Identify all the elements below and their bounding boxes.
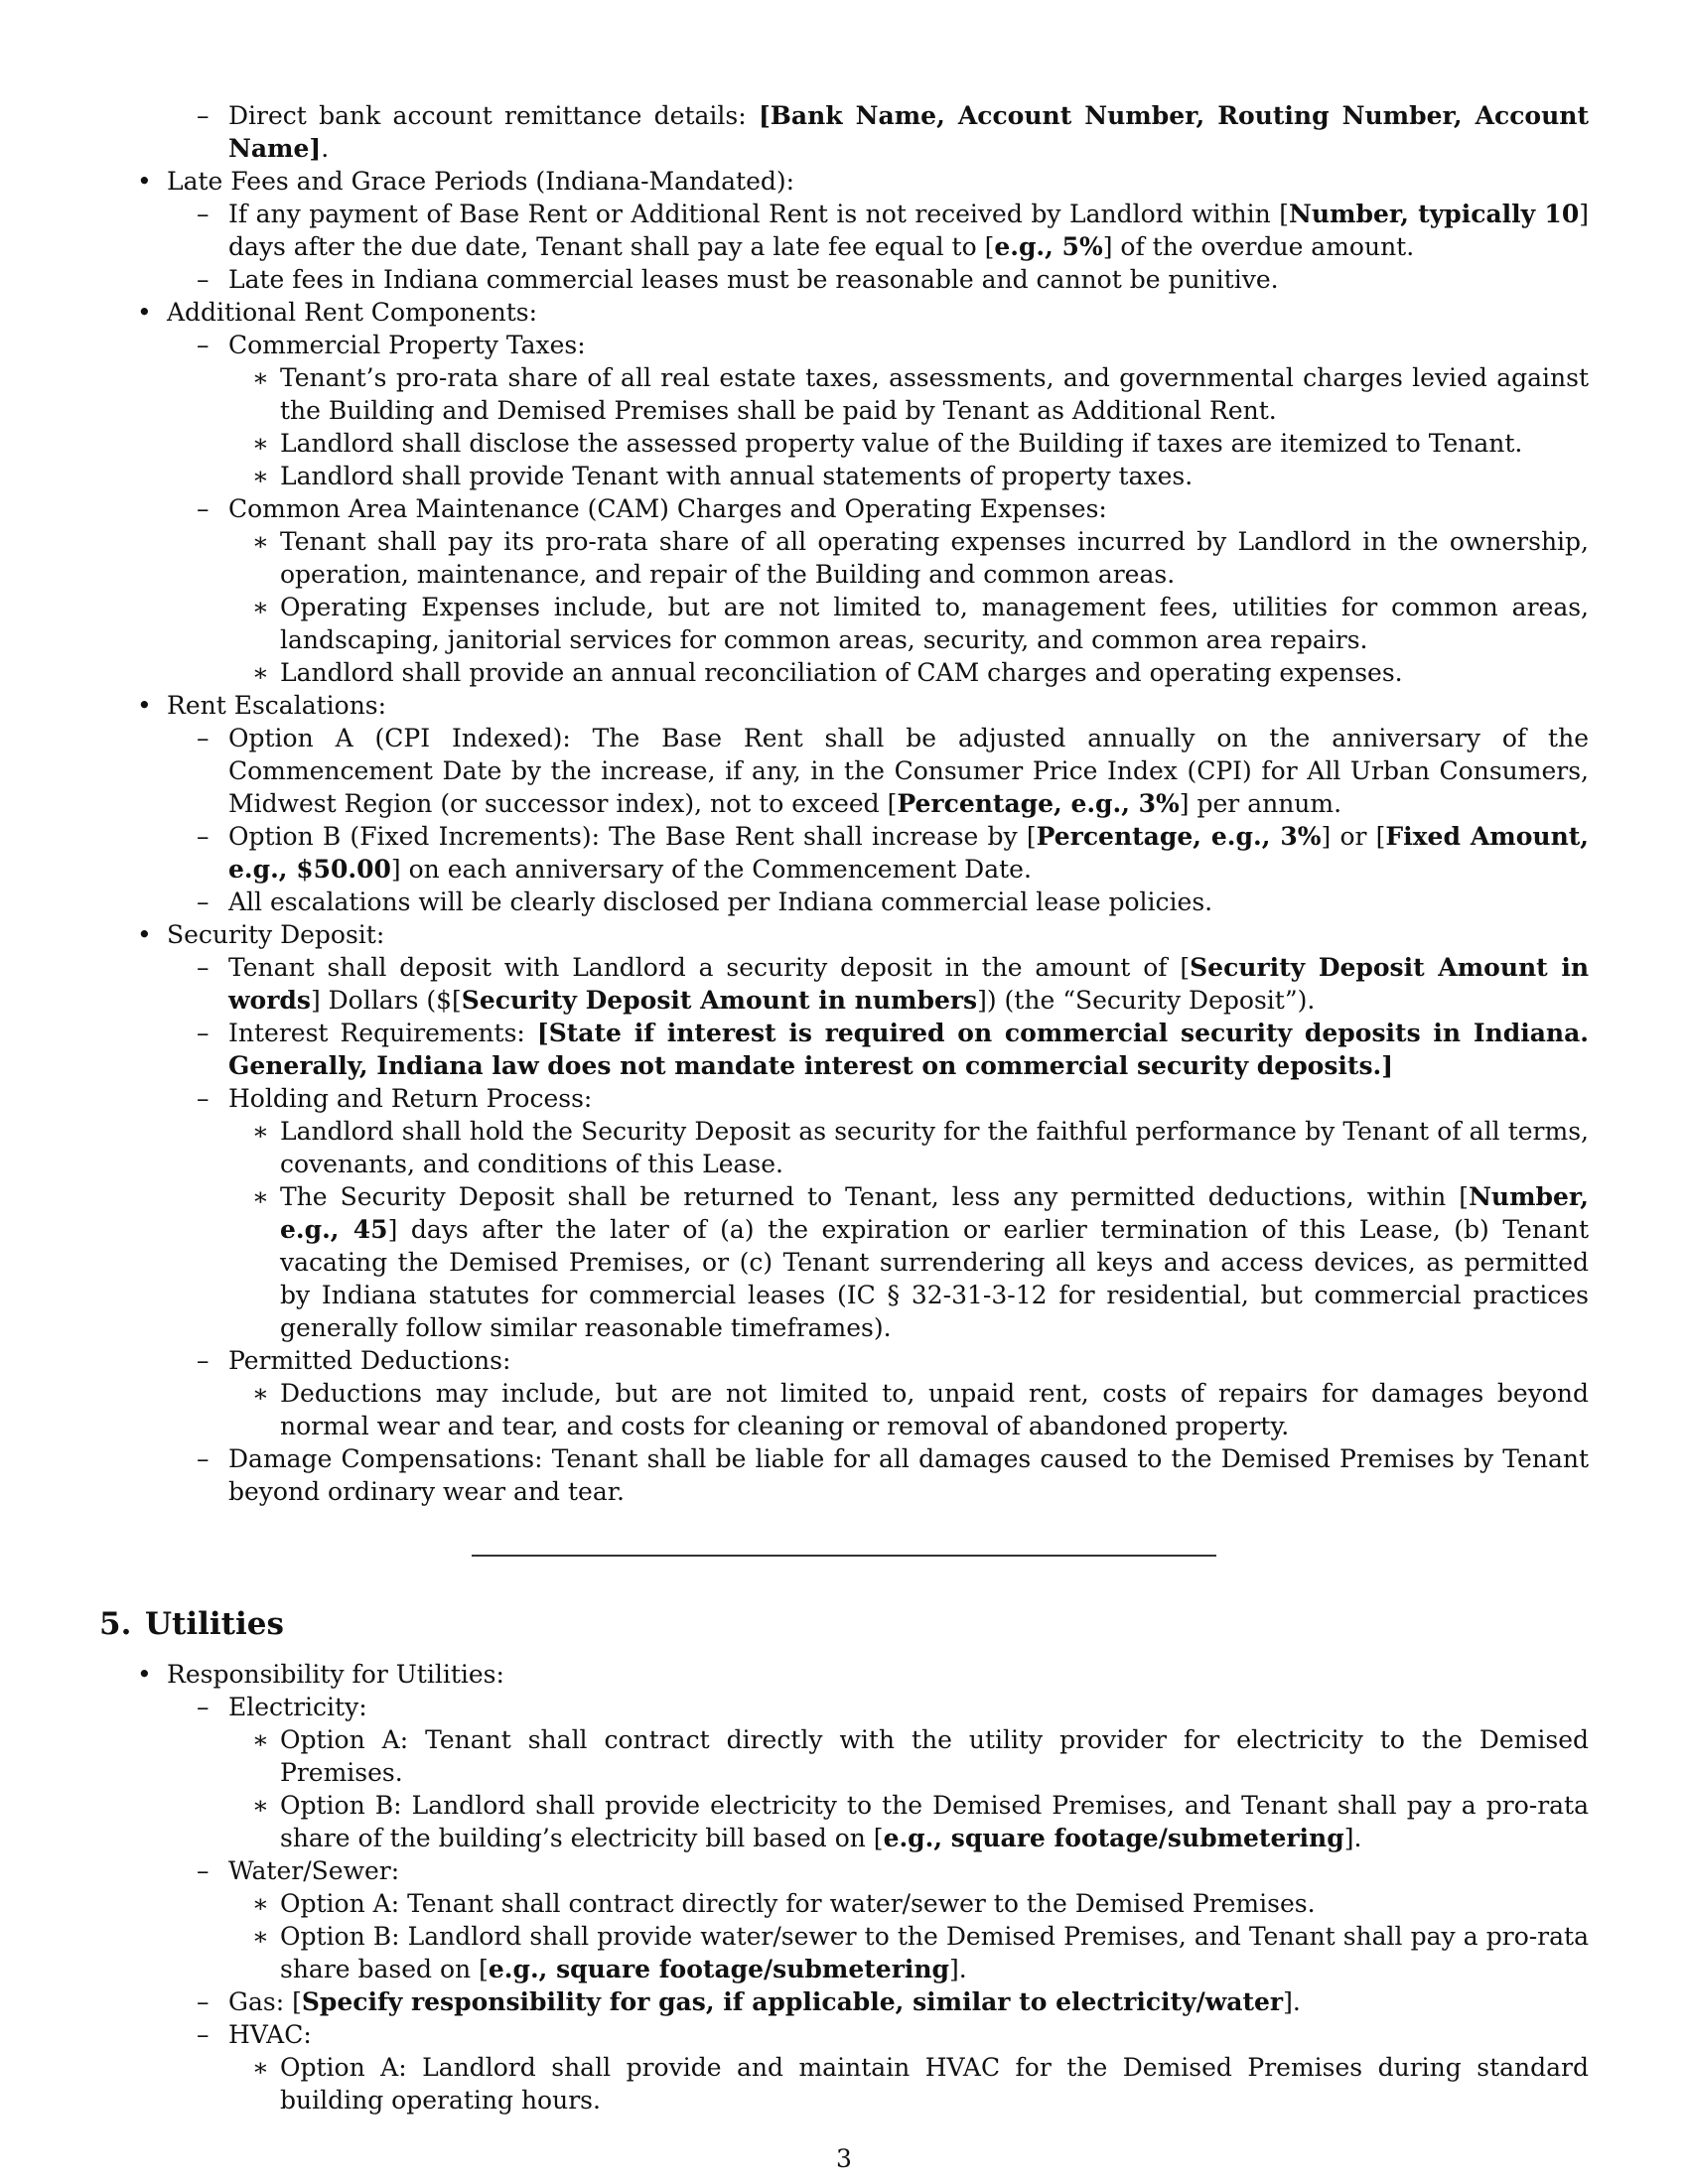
bullet-marker: • xyxy=(137,691,152,720)
star-marker: ∗ xyxy=(252,1117,269,1146)
section-heading xyxy=(99,1606,284,1642)
item-text: Landlord shall provide Tenant with annual statements of property taxes. xyxy=(280,462,1194,490)
item-text: Landlord shall disclose the assessed property value of the Building if taxes are itemized to Tenant. xyxy=(280,429,1523,458)
item-text: ] days after the due date, Tenant shall pay a late fee equal to [ xyxy=(228,200,1589,261)
star-marker: ∗ xyxy=(252,1889,269,1918)
item-text: ] or [ xyxy=(1321,822,1386,851)
placeholder-text: Number, typically 10 xyxy=(1289,200,1580,228)
page-number: 3 xyxy=(836,2144,852,2173)
item-text: Permitted Deductions: xyxy=(228,1346,511,1375)
list-item xyxy=(99,722,1589,820)
list-item xyxy=(99,918,1589,951)
list-item xyxy=(99,1723,1589,1789)
item-text: ]) (the “Security Deposit”). xyxy=(977,986,1316,1015)
item-text: All escalations will be clearly disclosed per Indiana commercial lease policies. xyxy=(228,887,1213,916)
item-text: ] Dollars ($[ xyxy=(310,986,462,1015)
item-text: Option B: Landlord shall provide electricity to the Demised Premises, and Tenant shall pay a pro-rata share of the building’s electricity bill based on [ xyxy=(280,1791,1589,1852)
item-text: Landlord shall provide an annual reconciliation of CAM charges and operating expenses. xyxy=(280,658,1403,687)
dash-marker: – xyxy=(197,265,210,294)
list-item xyxy=(99,525,1589,591)
star-marker: ∗ xyxy=(252,2053,269,2082)
dash-marker: – xyxy=(197,331,210,359)
star-marker: ∗ xyxy=(252,593,269,621)
list-item xyxy=(99,656,1589,689)
dash-marker: – xyxy=(197,1346,210,1375)
item-text: ]. xyxy=(1283,1987,1301,2016)
item-text: Tenant shall deposit with Landlord a security deposit in the amount of [ xyxy=(228,953,1191,982)
placeholder-text: e.g., 5% xyxy=(994,232,1103,261)
item-text: Additional Rent Components: xyxy=(167,298,538,327)
item-text: The Security Deposit shall be returned to Tenant, less any permitted deductions, within [ xyxy=(280,1182,1470,1211)
list-item xyxy=(99,99,1589,165)
list-item xyxy=(99,492,1589,525)
list-item xyxy=(99,689,1589,722)
item-text: Security Deposit: xyxy=(167,920,385,949)
bullet-marker: • xyxy=(137,167,152,196)
item-text: ]. xyxy=(949,1955,967,1983)
item-text: ] days after the later of (a) the expiration or earlier termination of this Lease, (b) Tenant vacating the Demised Premises, or (c) Tenant surrendering all keys and access devices, as permitted by Indiana statutes for commercial leases (IC § 32-31-3-12 for residential, but commercial practices generally follow similar reasonable timeframes). xyxy=(280,1215,1589,1342)
dash-marker: – xyxy=(197,494,210,523)
dash-marker: – xyxy=(197,887,210,916)
item-text: ] per annum. xyxy=(1179,789,1342,818)
item-text: Interest Requirements: xyxy=(228,1019,537,1047)
star-marker: ∗ xyxy=(252,363,269,392)
placeholder-text: Security Deposit Amount in words xyxy=(228,953,1589,1015)
list-item xyxy=(99,1854,1589,1887)
star-marker: ∗ xyxy=(252,1725,269,1754)
list-item xyxy=(99,1180,1589,1344)
item-text: Tenant shall pay its pro-rata share of all operating expenses incurred by Landlord in the ownership, operation, maintenance, and repair of the Building and common areas. xyxy=(280,527,1589,589)
list-item xyxy=(99,2018,1589,2051)
item-text: Water/Sewer: xyxy=(228,1856,400,1885)
item-text: Late Fees and Grace Periods (Indiana-Mandated): xyxy=(167,167,795,196)
list-item xyxy=(99,1344,1589,1377)
item-text: ] of the overdue amount. xyxy=(1102,232,1415,261)
dash-marker: – xyxy=(197,1856,210,1885)
item-text: Option A: Landlord shall provide and maintain HVAC for the Demised Premises during standard building operating hours. xyxy=(280,2053,1589,2115)
list-item xyxy=(99,1789,1589,1854)
dash-marker: – xyxy=(197,1987,210,2016)
placeholder-text: Number, e.g., 45 xyxy=(280,1182,1589,1244)
item-text: Holding and Return Process: xyxy=(228,1084,593,1113)
dash-marker: – xyxy=(197,1444,210,1473)
dash-marker: – xyxy=(197,724,210,752)
item-text: Deductions may include, but are not limited to, unpaid rent, costs of repairs for damages beyond normal wear and tear, and costs for cleaning or removal of abandoned property. xyxy=(280,1379,1589,1440)
dash-marker: – xyxy=(197,101,210,130)
star-marker: ∗ xyxy=(252,1922,269,1951)
item-text: . xyxy=(321,134,330,163)
list-item xyxy=(99,1082,1589,1115)
dash-marker: – xyxy=(197,1693,210,1721)
placeholder-text: Security Deposit Amount in numbers xyxy=(461,986,978,1015)
list-item xyxy=(99,198,1589,263)
list-item xyxy=(99,886,1589,918)
list-item xyxy=(99,820,1589,886)
placeholder-text: e.g., square footage/submetering xyxy=(488,1955,950,1983)
star-marker: ∗ xyxy=(252,1182,269,1211)
list-item xyxy=(99,2051,1589,2116)
item-text: Late fees in Indiana commercial leases must be reasonable and cannot be punitive. xyxy=(228,265,1279,294)
list-item xyxy=(99,1691,1589,1723)
list-item xyxy=(99,1985,1589,2018)
item-text: Direct bank account remittance details: xyxy=(228,101,759,130)
section-number: 5. xyxy=(99,1606,132,1642)
list-item xyxy=(99,1658,1589,1691)
dash-marker: – xyxy=(197,953,210,982)
list-item xyxy=(99,1017,1589,1082)
list-item xyxy=(99,591,1589,656)
placeholder-text: Percentage, e.g., 3% xyxy=(1036,822,1322,851)
list-item xyxy=(99,1377,1589,1442)
list-item xyxy=(99,1920,1589,1985)
list-item xyxy=(99,427,1589,460)
placeholder-text: [State if interest is required on commercial security deposits in Indiana. Generally, Indiana law does not mandate interest on commercial security deposits.] xyxy=(228,1019,1589,1080)
item-text: Responsibility for Utilities: xyxy=(167,1660,504,1689)
star-marker: ∗ xyxy=(252,1791,269,1820)
dash-marker: – xyxy=(197,200,210,228)
item-text: Operating Expenses include, but are not limited to, management fees, utilities for common areas, landscaping, janitorial services for common areas, security, and common area repairs. xyxy=(280,593,1589,654)
dash-marker: – xyxy=(197,1019,210,1047)
item-text: Damage Compensations: Tenant shall be liable for all damages caused to the Demised Premises by Tenant beyond ordinary wear and tear. xyxy=(228,1444,1589,1506)
dash-marker: – xyxy=(197,1084,210,1113)
placeholder-text: e.g., square footage/submetering xyxy=(883,1824,1344,1852)
placeholder-text: Specify responsibility for gas, if applicable, similar to electricity/water xyxy=(301,1987,1284,2016)
item-text: Option A: Tenant shall contract directly with the utility provider for electricity to the Demised Premises. xyxy=(280,1725,1589,1787)
bullet-marker: • xyxy=(137,298,152,327)
list-item xyxy=(99,1887,1589,1920)
list-item xyxy=(99,361,1589,427)
item-text: Common Area Maintenance (CAM) Charges and Operating Expenses: xyxy=(228,494,1107,523)
list-item xyxy=(99,460,1589,492)
placeholder-text: Percentage, e.g., 3% xyxy=(897,789,1180,818)
item-text: Landlord shall hold the Security Deposit as security for the faithful performance by Tenant of all terms, covenants, and conditions of this Lease. xyxy=(280,1117,1589,1178)
utilities-section-body xyxy=(99,1658,1589,2116)
item-text: ] on each anniversary of the Commencement Date. xyxy=(390,855,1032,884)
bullet-marker: • xyxy=(137,920,152,949)
list-item xyxy=(99,1115,1589,1180)
placeholder-text: [Bank Name, Account Number, Routing Number, Account Name] xyxy=(228,101,1589,163)
item-text: Option B (Fixed Increments): The Base Rent shall increase by [ xyxy=(228,822,1037,851)
list-item xyxy=(99,329,1589,361)
section-title: Utilities xyxy=(145,1606,284,1642)
item-text: Rent Escalations: xyxy=(167,691,387,720)
item-text: Electricity: xyxy=(228,1693,367,1721)
section-divider xyxy=(472,1555,1216,1557)
bullet-marker: • xyxy=(137,1660,152,1689)
placeholder-text: Fixed Amount, e.g., $50.00 xyxy=(228,822,1589,884)
star-marker: ∗ xyxy=(252,658,269,687)
item-text: Option A: Tenant shall contract directly for water/sewer to the Demised Premises. xyxy=(280,1889,1316,1918)
lease-body-section-4-continued xyxy=(99,99,1589,1508)
list-item xyxy=(99,165,1589,198)
star-marker: ∗ xyxy=(252,527,269,556)
item-text: Option B: Landlord shall provide water/sewer to the Demised Premises, and Tenant shall pay a pro-rata share based on [ xyxy=(280,1922,1589,1983)
item-text: Option A (CPI Indexed): The Base Rent shall be adjusted annually on the anniversary of the Commencement Date by the increase, if any, in the Consumer Price Index (CPI) for All Urban Consumers, Midwest Region (or successor index), not to exceed [ xyxy=(228,724,1589,818)
star-marker: ∗ xyxy=(252,1379,269,1408)
dash-marker: – xyxy=(197,2020,210,2049)
list-item xyxy=(99,1442,1589,1508)
item-text: Tenant’s pro-rata share of all real estate taxes, assessments, and governmental charges levied against the Building and Demised Premises shall be paid by Tenant as Additional Rent. xyxy=(280,363,1589,425)
item-text: Commercial Property Taxes: xyxy=(228,331,586,359)
item-text: HVAC: xyxy=(228,2020,312,2049)
item-text: Gas: [ xyxy=(228,1987,302,2016)
list-item xyxy=(99,951,1589,1017)
item-text: ]. xyxy=(1343,1824,1362,1852)
list-item xyxy=(99,296,1589,329)
dash-marker: – xyxy=(197,822,210,851)
item-text: If any payment of Base Rent or Additional Rent is not received by Landlord within [ xyxy=(228,200,1289,228)
star-marker: ∗ xyxy=(252,462,269,490)
star-marker: ∗ xyxy=(252,429,269,458)
list-item xyxy=(99,263,1589,296)
